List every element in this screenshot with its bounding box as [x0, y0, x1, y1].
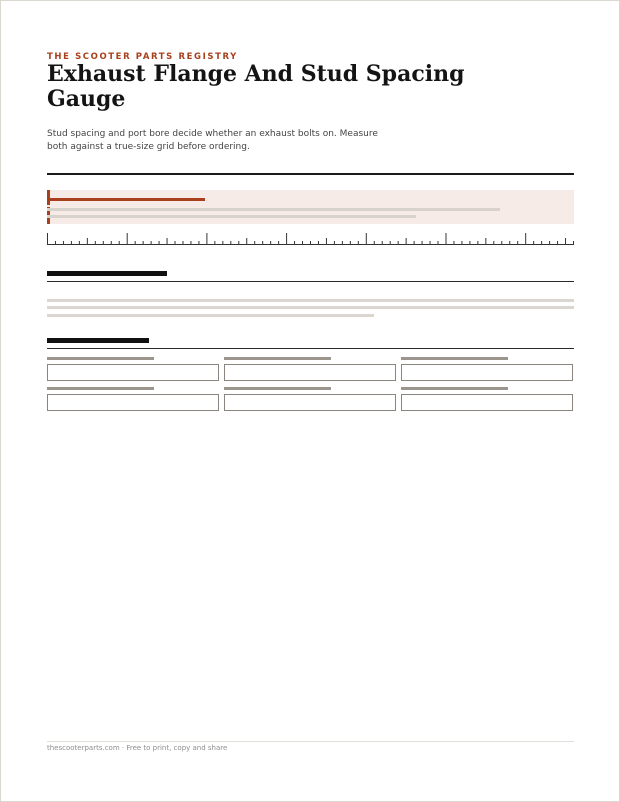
footer-divider	[47, 741, 574, 742]
page-title: Exhaust Flange And Stud Spacing Gauge	[47, 61, 465, 112]
field-label	[224, 387, 331, 390]
header-divider	[47, 173, 574, 175]
field-label	[401, 357, 508, 360]
section-heading-bar	[47, 271, 167, 276]
publisher-kicker: THE SCOOTER PARTS REGISTRY	[47, 52, 238, 62]
band-placeholder-line	[47, 208, 500, 211]
field-label	[224, 357, 331, 360]
entry-field[interactable]	[224, 364, 396, 381]
footer-text: thescooterparts.com · Free to print, copy and share	[47, 744, 228, 752]
section-divider	[47, 348, 574, 349]
entry-field[interactable]	[224, 394, 396, 411]
measurement-ruler	[47, 232, 574, 245]
paragraph-line	[47, 306, 574, 309]
intro-paragraph: Stud spacing and port bore decide whether an exhaust bolts on. Measure both against a true-size grid before ordering.	[47, 129, 378, 152]
paragraph-line	[47, 299, 574, 302]
band-accent-bar	[47, 198, 205, 201]
section-heading-bar	[47, 338, 149, 343]
band-marker	[47, 190, 50, 224]
field-label	[401, 387, 508, 390]
field-label	[47, 357, 154, 360]
entry-field[interactable]	[47, 394, 219, 411]
section-divider	[47, 281, 574, 282]
entry-field[interactable]	[401, 394, 573, 411]
entry-field[interactable]	[401, 364, 573, 381]
band-placeholder-line	[47, 215, 416, 218]
highlight-band	[47, 190, 574, 224]
field-label	[47, 387, 154, 390]
paragraph-line	[47, 314, 374, 317]
entry-field[interactable]	[47, 364, 219, 381]
